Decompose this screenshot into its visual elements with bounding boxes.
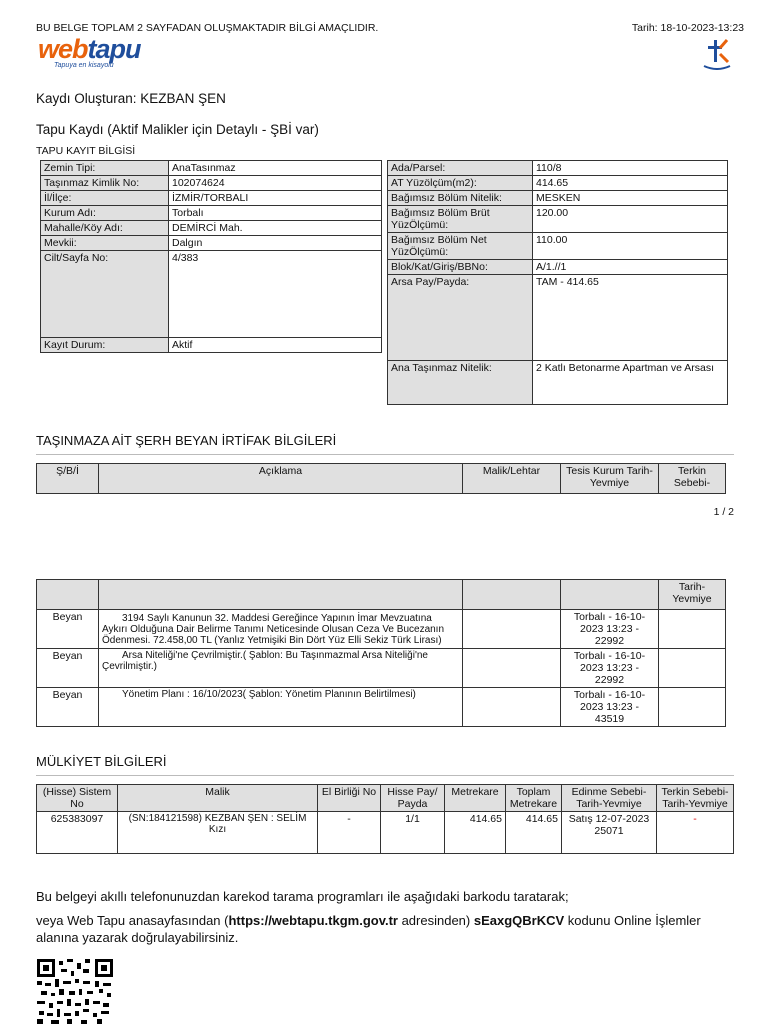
column-header: Tarih-Yevmiye	[659, 580, 726, 610]
column-header: Terkin Sebebi-Tarih-Yevmiye	[657, 785, 734, 812]
mulkiyet-section-title: MÜLKİYET BİLGİLERİ	[36, 754, 167, 769]
qr-code-icon	[37, 959, 113, 1024]
verify-instruction: Bu belgeyi akıllı telefonunuzdan karekod tarama programları ile aşağıdaki barkodu taratarak;	[36, 889, 569, 904]
document-note: BU BELGE TOPLAM 2 SAYFADAN OLUŞMAKTADIR BİLGİ AMAÇLIDIR.	[36, 22, 379, 34]
info-row: Blok/Kat/Giriş/BBNo: A/1.//1	[388, 260, 728, 275]
column-header: Açıklama	[99, 464, 463, 494]
column-header: (Hisse) Sistem No	[37, 785, 118, 812]
column-header: El Birliği No	[318, 785, 381, 812]
info-row: Zemin Tipi: AnaTasınmaz	[41, 161, 382, 176]
column-header: Terkin Sebebi-	[659, 464, 726, 494]
webtapu-url-link[interactable]: https://webtapu.tkgm.gov.tr	[228, 913, 398, 928]
info-row: Kurum Adı: Torbalı	[41, 206, 382, 221]
document-date: Tarih: 18-10-2023-13:23	[631, 22, 744, 34]
serh-section-title: TAŞINMAZA AİT ŞERH BEYAN İRTİFAK BİLGİLERİ	[36, 433, 337, 448]
info-row: İl/İlçe: İZMİR/TORBALI	[41, 191, 382, 206]
column-header: Ş/B/İ	[37, 464, 99, 494]
info-row: Taşınmaz Kimlik No: 102074624	[41, 176, 382, 191]
info-row: Cilt/Sayfa No: 4/383	[41, 251, 382, 338]
verification-code: sEaxgQBrKCV	[473, 913, 565, 928]
column-header: Edinme Sebebi-Tarih-Yevmiye	[562, 785, 657, 812]
table-row: 625383097 (SN:184121598) KEZBAN ŞEN : SELİM Kızı - 1/1 414.65 414.65 Satış 12-07-2023 25071 -	[37, 812, 734, 854]
webtapu-logo: webtapu Tapuya en kisayolu	[38, 34, 141, 69]
verify-instruction-2: veya Web Tapu anasayfasından (https://webtapu.tkgm.gov.tr adresinden) sEaxgQBrKCV kodunu Online İşlemler alanına yazarak doğrulayabilirsiniz.	[36, 913, 701, 945]
serh-table	[36, 579, 726, 727]
table-row: Beyan Arsa Niteliği'ne Çevrilmiştir.( Şablon: Bu Taşınmazmal Arsa Niteliği'ne Çevrilmiştir.) Torbalı - 16-10-2023 13:23 - 22992	[37, 649, 726, 688]
section-divider	[36, 454, 734, 455]
left-info-table	[40, 160, 382, 353]
info-row: Bağımsız Bölüm Net YüzÖlçümü: 110.00	[388, 233, 728, 260]
column-header: Malik	[118, 785, 318, 812]
info-row: Bağımsız Bölüm Brüt YüzÖlçümü: 120.00	[388, 206, 728, 233]
page-number: 1 / 2	[713, 506, 734, 518]
info-row: AT Yüzölçüm(m2): 414.65	[388, 176, 728, 191]
info-row: Ana Taşınmaz Nitelik: 2 Katlı Betonarme Apartman ve Arsası	[388, 361, 728, 405]
table-row: Beyan Yönetim Planı : 16/10/2023( Şablon: Yönetim Planının Belirtilmesi) Torbalı - 16-10-2023 13:23 - 43519	[37, 688, 726, 727]
tkgm-logo-icon	[700, 36, 734, 70]
mulkiyet-table	[36, 784, 734, 854]
column-header: Malik/Lehtar	[463, 464, 561, 494]
column-header: Tesis Kurum Tarih-Yevmiye	[561, 464, 659, 494]
serh-header-table	[36, 463, 726, 494]
info-row: Kayıt Durum: Aktif	[41, 338, 382, 353]
table-row: Beyan 3194 Saylı Kanunun 32. Maddesi Gereğince Yapının İmar Mevzuatına Aykırı Olduğuna Dair Belirme Tanımı Neticesinde Olusan Ceza Ve Bucezanın Ödenmesi. 72.458,00 TL (Yanlız Yetmişiki Bin Dört Yüz Elli Sekiz Türk Lirası) Torbalı - 16-10-2023 13:23 - 22992	[37, 610, 726, 649]
right-info-table	[387, 160, 728, 405]
info-row: Mevkii: Dalgın	[41, 236, 382, 251]
section-divider	[36, 775, 734, 776]
info-row: Ada/Parsel: 110/8	[388, 161, 728, 176]
record-title: Tapu Kaydı (Aktif Malikler için Detaylı - ŞBİ var)	[36, 122, 319, 137]
column-header: Toplam Metrekare	[506, 785, 562, 812]
info-row: Arsa Pay/Payda: TAM - 414.65	[388, 275, 728, 361]
section-label: TAPU KAYIT BİLGİSİ	[36, 145, 136, 157]
column-header: Hisse Pay/ Payda	[381, 785, 445, 812]
record-creator: Kaydı Oluşturan: KEZBAN ŞEN	[36, 91, 226, 106]
info-row: Mahalle/Köy Adı: DEMİRCİ Mah.	[41, 221, 382, 236]
info-row: Bağımsız Bölüm Nitelik: MESKEN	[388, 191, 728, 206]
column-header: Metrekare	[445, 785, 506, 812]
